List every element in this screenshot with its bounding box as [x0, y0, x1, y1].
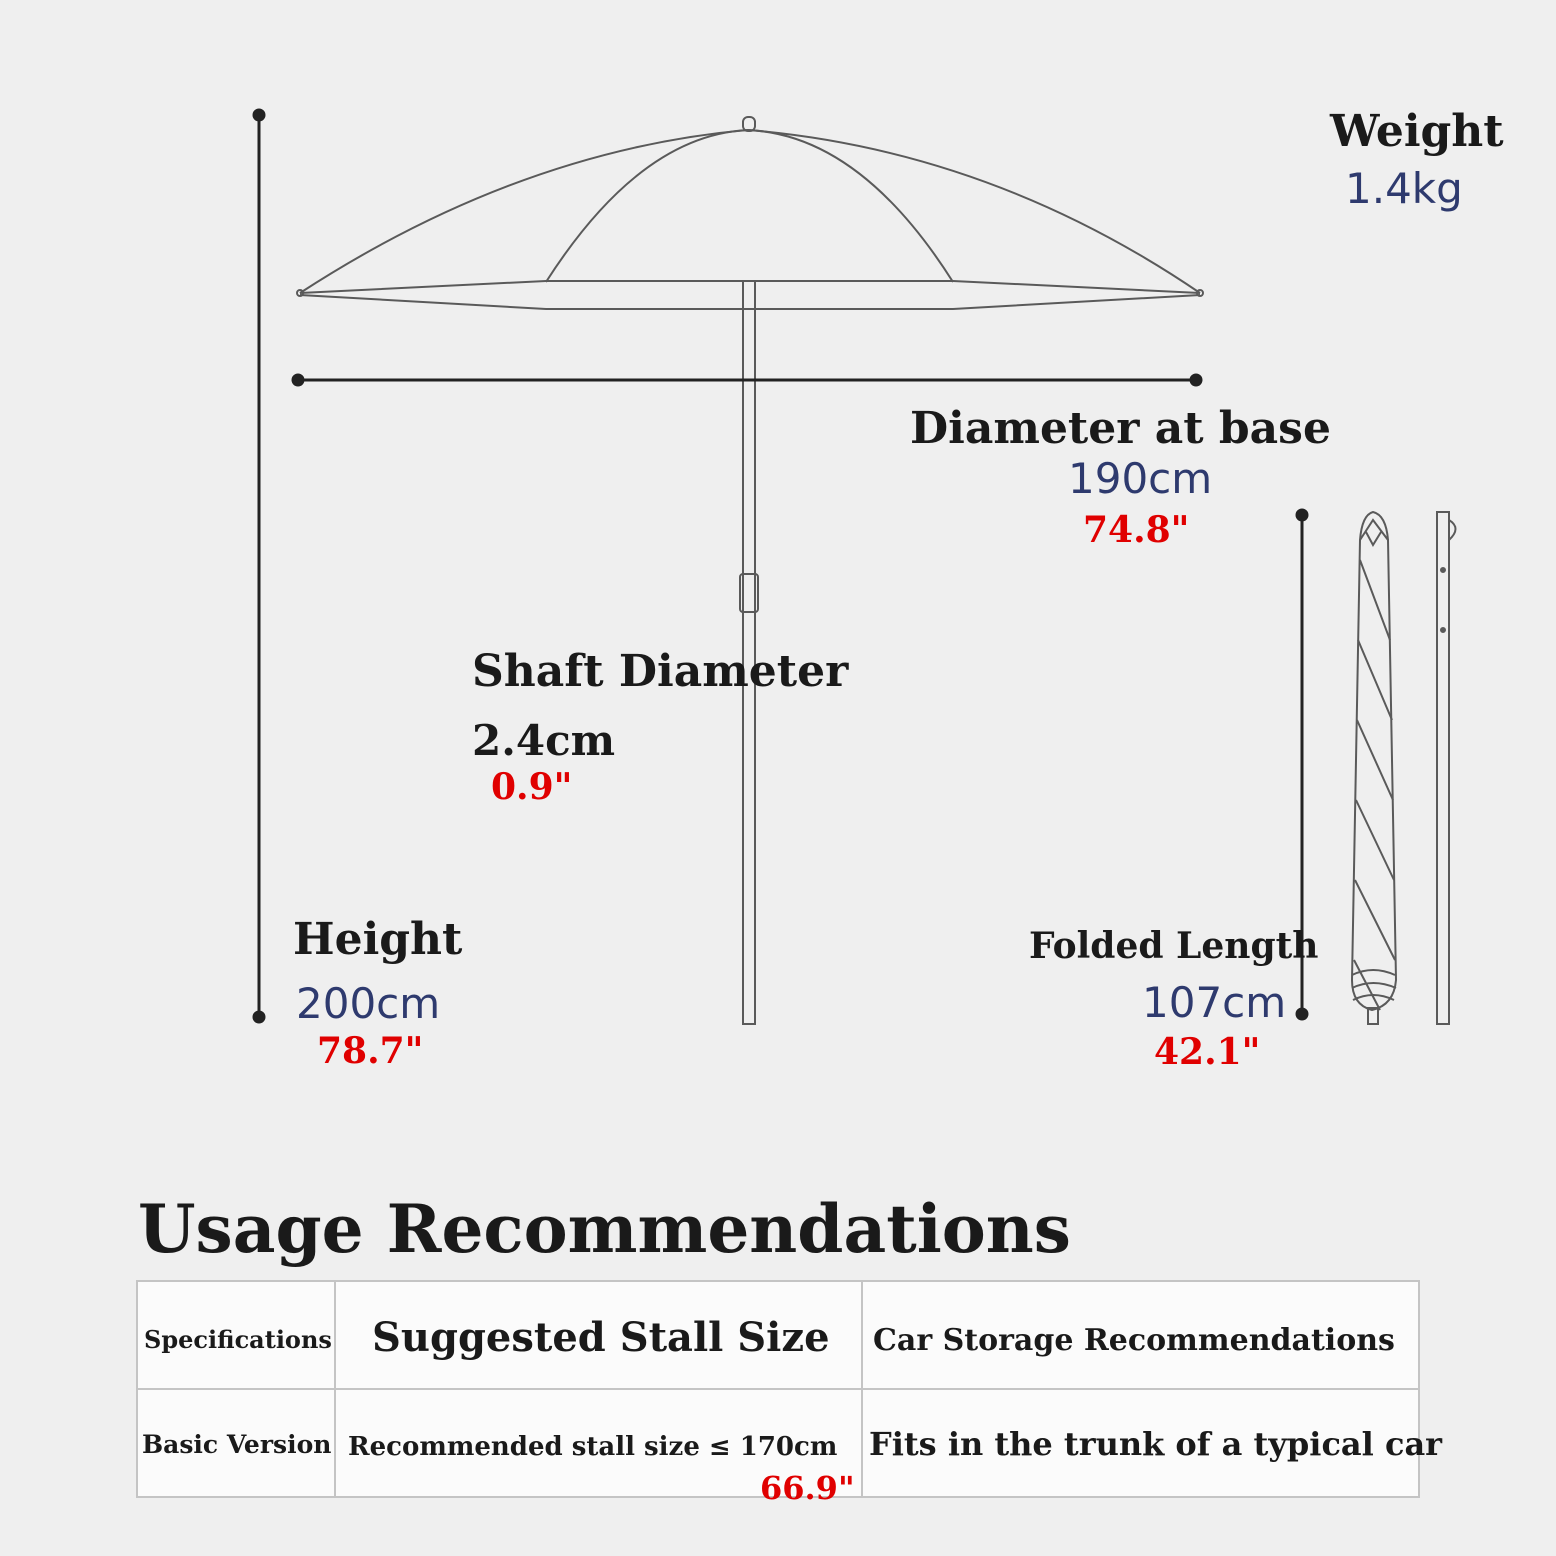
usage-table — [136, 1280, 1443, 1507]
diameter-label: Diameter at base — [910, 403, 1331, 454]
diameter-imperial: 74.8" — [1083, 509, 1190, 551]
shaft-imperial: 0.9" — [491, 766, 573, 808]
canopy-edge — [300, 281, 1200, 293]
shaft-metric: 2.4cm — [472, 716, 616, 765]
folded-umbrella-body — [1352, 512, 1396, 1010]
canopy-outline — [300, 130, 1200, 293]
canopy-lower-edge — [300, 295, 1200, 309]
usage-title: Usage Recommendations — [138, 1190, 1071, 1268]
folded-metric: 107cm — [1142, 978, 1287, 1027]
row-spec-cell — [138, 1390, 336, 1496]
header-specifications-cell — [138, 1282, 336, 1390]
row-stall-cell — [336, 1390, 863, 1507]
height-imperial: 78.7" — [317, 1030, 424, 1072]
folded-label: Folded Length — [1029, 925, 1319, 967]
weight-metric: 1.4kg — [1345, 164, 1463, 213]
height-label: Height — [293, 914, 463, 965]
row-spec: Basic Version — [142, 1430, 332, 1459]
weight-label: Weight — [1330, 106, 1504, 157]
folded-imperial: 42.1" — [1154, 1031, 1261, 1073]
shaft-label: Shaft Diameter — [472, 646, 849, 697]
row-car-cell — [863, 1390, 1443, 1496]
row-stall: Recommended stall size ≤ 170cm — [348, 1432, 838, 1462]
header-car-cell — [863, 1282, 1418, 1390]
row-car: Fits in the trunk of a typical car — [869, 1425, 1443, 1463]
diameter-metric: 190cm — [1068, 454, 1213, 503]
height-metric: 200cm — [296, 979, 441, 1028]
header-stall-cell — [336, 1282, 863, 1390]
folded-pole — [1437, 512, 1449, 1024]
header-stall-size: Suggested Stall Size — [372, 1314, 830, 1361]
header-car-storage: Car Storage Recommendations — [873, 1323, 1395, 1358]
header-specifications: Specifications — [144, 1325, 332, 1354]
row-stall-imperial: 66.9" — [760, 1469, 855, 1507]
